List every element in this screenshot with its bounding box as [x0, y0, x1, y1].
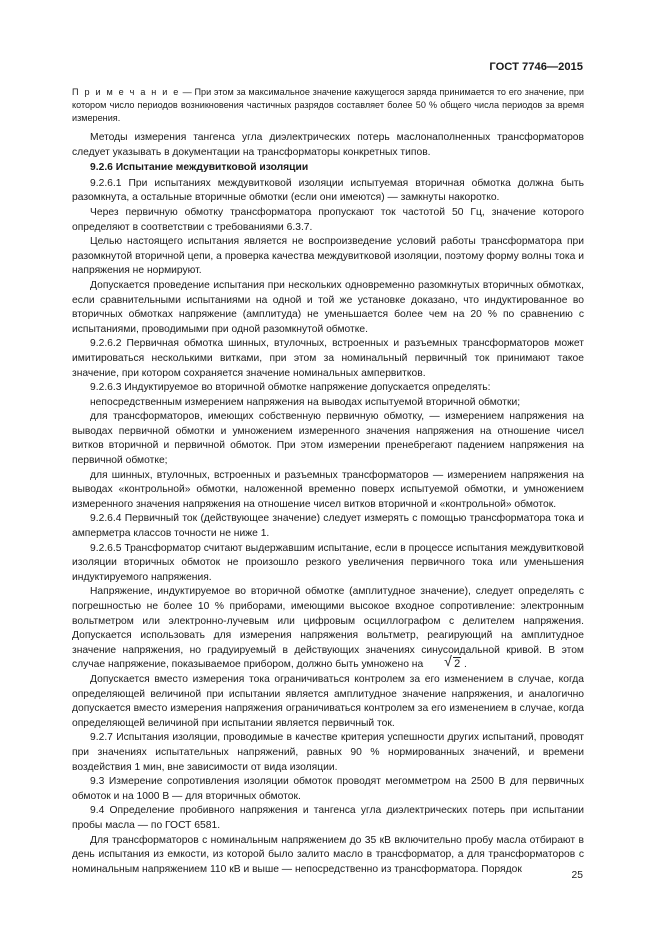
paragraph: 9.2.6.1 При испытаниях междувитковой изоляции испытуемая вторичная обмотка должна быть разомкнута, а остальные вторичные обмотки (если они имеются) — замкнуты накоротко.: [72, 177, 584, 204]
note-label: П р и м е ч а н и е: [72, 87, 180, 97]
note-text: — При этом за максимальное значение кажущегося заряда принимается то его значение, при котором число периодов возникновения частичных разрядов составляет более 50 % общего числа периодов за время измерения.: [72, 87, 585, 123]
sqrt-formula: [426, 653, 461, 671]
paragraph: 9.2.6.5 Трансформатор считают выдержавшим испытание, если в процессе испытания междувитковой изоляции вторичных обмоток не произошло резкого увеличения первичного тока или уменьшения индуктируемого напряжения.: [72, 542, 584, 583]
paragraph: 9.2.6.4 Первичный ток (действующее значение) следует измерять с помощью трансформатора тока и амперметра классов точности не ниже 1.: [72, 513, 584, 540]
paragraph: Целью настоящего испытания является не воспроизведение условий работы трансформатора при разомкнутой вторичной цепи, а проверка качества междувитковой изоляции, поэтому форму волны тока и напряжения не нормируют.: [72, 236, 584, 277]
paragraph: Допускается проведение испытания при нескольких одновременно разомкнутых вторичных обмотках, если сравнительными испытаниями на одной и той же установке доказано, что индуктированное во вторичных обмотках напряжение (амплитуда) не уменьшается более чем на 20 % по сравнению с испытаниями, проводимыми при одной разомкнутой обмотке.: [72, 279, 584, 335]
paragraph-voltage: [72, 585, 584, 673]
radical-sign: √: [444, 653, 452, 670]
note: [72, 86, 584, 125]
paragraph: 9.4 Определение пробивного напряжения и тангенса угла диэлектрических потерь при испытании пробы масла — по ГОСТ 6581.: [72, 805, 584, 831]
paragraph: Через первичную обмотку трансформатора пропускают ток частотой 50 Гц, значение которого определяют в соответствии с требованиями 6.3.7.: [72, 206, 584, 233]
paragraph: 9.2.7 Испытания изоляции, проводимые в качестве критерия успешности других испытаний, проводят при значениях испытательных напряжений, равных 90 % нормированных значений, и времени воздействия 1 мин, вне зависимости от вида изоляции.: [72, 732, 584, 773]
sqrt-value: 2: [454, 658, 461, 671]
paragraph: 9.3 Измерение сопротивления изоляции обмоток проводят мегомметром на 2500 В для первичных обмоток и на 1000 В — для вторичных обмоток.: [72, 776, 584, 802]
paragraph: 9.2.6.3 Индуктируемое во вторичной обмотке напряжение допускается определять:: [90, 382, 491, 394]
paragraph: для трансформаторов, имеющих собственную первичную обмотку, — измерением напряжения на выводах первичной обмотки и умножением измеренного значения напряжения на отношение чисел витков вторичной и первичной обмоток. При этом измерении пренебрегают падением напряжения на первичной обмотке;: [72, 411, 584, 467]
paragraph: 9.2.6.2 Первичная обмотка шинных, втулочных, встроенных и разъемных трансформаторов может имитироваться несколькими витками, при этом за номинальный первичный ток принимают такое значение, при котором сохраняется значение номинальных ампервитков.: [72, 338, 584, 379]
paragraph: Для трансформаторов с номинальным напряжением до 35 кВ включительно пробу масла отбирают в день испытания из емкости, из которой было залито масло в трансформатор, а для трансформаторов с номинальным напряжением 110 кВ и выше — непосредственно из трансформатора. Порядок: [72, 834, 584, 875]
paragraph: для шинных, втулочных, встроенных и разъемных трансформаторов — измерением напряжения на выводах «контрольной» обмотки, наложенной временно поверх испытуемой обмотки, и умножением измеренного значения напряжения на отношение чисел витков вторичной и «контрольной» обмоток.: [72, 469, 584, 510]
document-body: [72, 86, 584, 877]
standard-number: ГОСТ 7746—2015: [489, 61, 583, 73]
paragraph: Допускается вместо измерения тока ограничиваться контролем за его изменением в случае, когда определяющей величиной при испытании является амплитудное значение напряжения, и аналогично допускается вместо измерения напряжения ограничиваться контролем за его изменением в случае, когда определяющей величиной при испытании является первичный ток.: [72, 673, 584, 729]
paragraph: непосредственным измерением напряжения на выводах испытуемой вторичной обмотки;: [90, 396, 521, 408]
voltage-end: .: [461, 659, 467, 671]
paragraph: Методы измерения тангенса угла диэлектрических потерь маслонаполненных трансформаторов следует указывать в документации на трансформаторы конкретных типов.: [72, 132, 584, 158]
section-heading: 9.2.6 Испытание междувитковой изоляции: [90, 162, 309, 174]
voltage-text: Напряжение, индуктируемое во вторичной обмотке (амплитудное значение), следует определять с погрешностью не более 10 % приборами, имеющими высокое входное сопротивление: электронным вольтметром или электронно-лучевым или цифровым осциллографом с делителем напряжения. Допускается использовать для измерения напряжения вольтметр, реагирующий на амплитудное значение напряжения, но градуируемый в действующих значениях синусоидальной кривой. В этом случае напряжение, показываемое прибором, должно быть умножено на: [72, 586, 584, 671]
page-number: 25: [571, 870, 583, 881]
